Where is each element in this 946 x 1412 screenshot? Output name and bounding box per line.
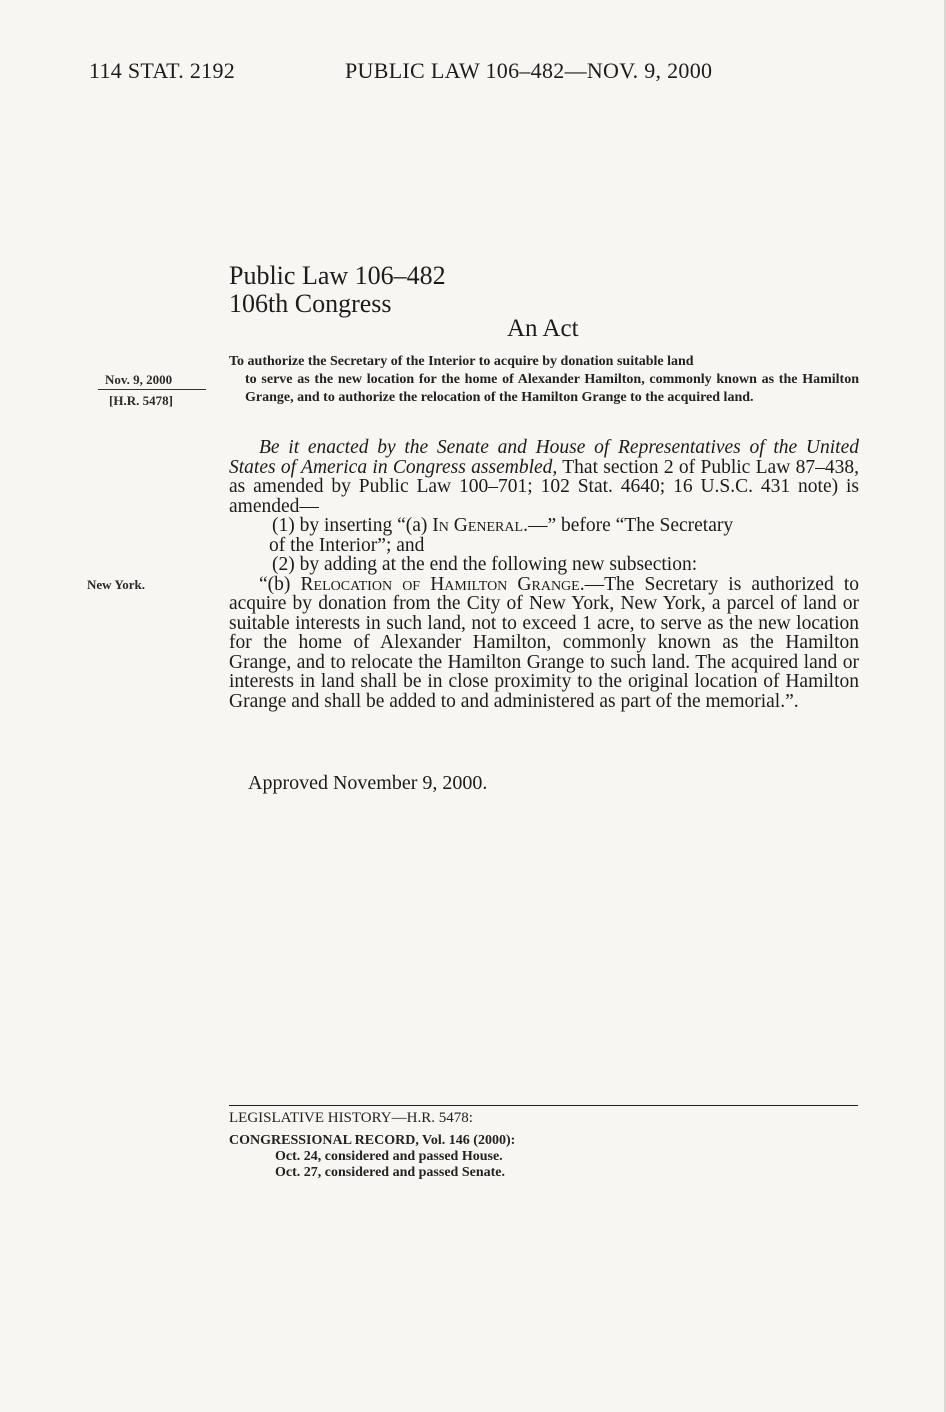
enacting-paragraph	[229, 438, 859, 516]
amendment-item-1	[229, 516, 859, 536]
item-1-heading: In General	[432, 515, 524, 536]
subsection-b-text: .—The Secretary is authorized to acquire by donation from the City of New York, New York, a parcel of land or suitable interests in such land, not to exceed 1 acre, to serve as the new location for the home of Alexander Hamilton, commonly known as the Hamilton Grange, and to relocate the Hamilton Grange to such land. The acquired land or interests in land shall be in close proximity to the original location of Hamilton Grange and shall be added to and administered as part of the memorial.”.	[229, 573, 859, 712]
act-body	[229, 438, 859, 711]
congressional-record: CONGRESSIONAL RECORD, Vol. 146 (2000):	[229, 1133, 516, 1148]
item-1-start: (1) by inserting “(a)	[272, 515, 433, 536]
new-subsection-b	[229, 575, 859, 712]
subsection-b-label: “(b)	[259, 573, 301, 595]
margin-note-divider	[98, 389, 206, 390]
legislative-history	[229, 1110, 515, 1181]
margin-note-date: Nov. 9, 2000	[105, 372, 173, 387]
margin-note-bill-number: [H.R. 5478]	[109, 393, 173, 408]
history-action: Oct. 24, considered and passed House.	[275, 1149, 503, 1164]
purpose-line-rest: to serve as the new location for the home of Alexander Hamilton, commonly known as the Hamilton Grange, and to authorize the relocation of the Hamilton Grange to the acquired land.	[245, 372, 859, 405]
enacting-clause: Be it enacted by the Senate and House of Representatives of the United States of America in Congress assembled,	[229, 437, 859, 478]
approval-line: Approved November 9, 2000.	[248, 772, 488, 794]
subsection-b-heading: Relocation of Hamilton Grange	[300, 573, 580, 595]
enacting-text: That section 2 of Public Law 87–438, as amended by Public Law 100–701; 102 Stat. 4640; 16 U.S.C. 431 note) is amended—	[229, 456, 859, 517]
margin-note-state: New York.	[87, 577, 146, 592]
running-title: PUBLIC LAW 106–482—NOV. 9, 2000	[345, 58, 713, 83]
congress-number: 106th Congress	[229, 289, 392, 318]
amendment-item-2: (2) by adding at the end the following new subsection:	[272, 554, 698, 575]
legislative-history-rule	[229, 1105, 858, 1106]
stat-page-number: 114 STAT. 2192	[89, 58, 236, 83]
purpose-line-first: To authorize the Secretary of the Interior to acquire by donation suitable land	[229, 354, 694, 369]
legislative-history-title: LEGISLATIVE HISTORY—H.R. 5478:	[229, 1110, 473, 1126]
item-1-end: .—” before “The Secretary	[523, 515, 734, 536]
history-action: Oct. 27, considered and passed Senate.	[275, 1165, 505, 1180]
purpose-statement	[229, 353, 859, 407]
law-number: Public Law 106–482	[229, 261, 446, 290]
an-act-heading: An Act	[507, 315, 579, 342]
amendment-item-1-continued: of the Interior”; and	[269, 534, 425, 556]
law-title-block	[229, 262, 446, 318]
